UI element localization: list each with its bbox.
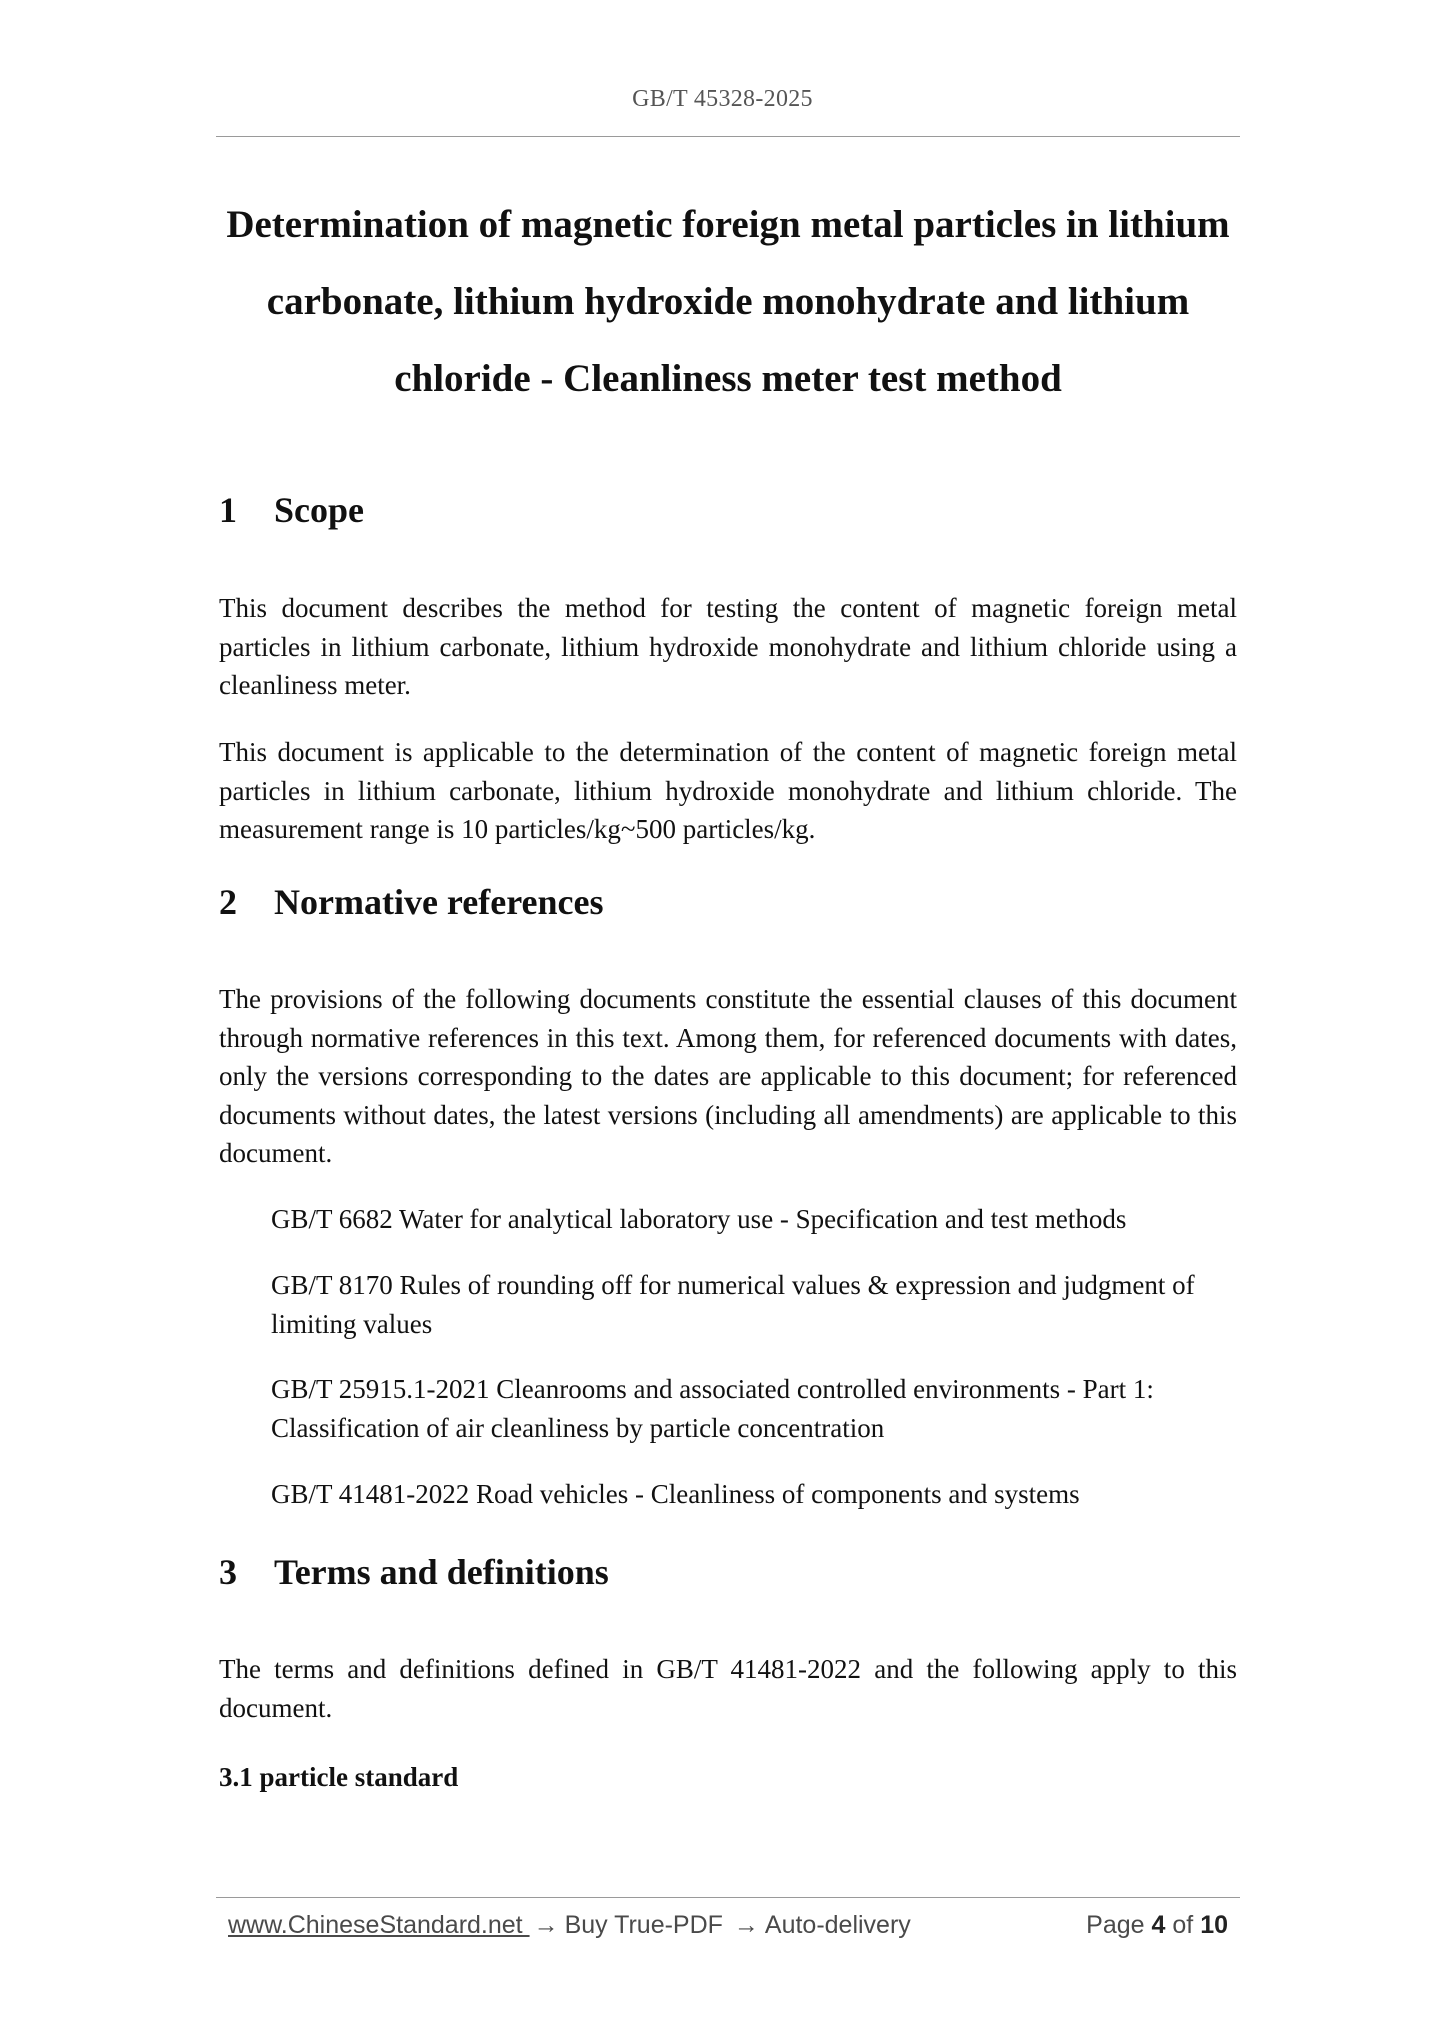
- term-subheading: 3.1 particle standard: [219, 1762, 459, 1792]
- section-number: 3: [219, 1552, 237, 1592]
- reference-item: GB/T 25915.1-2021 Cleanrooms and associated controlled environments - Part 1: Classification of air cleanliness by particle concentration: [271, 1374, 1154, 1443]
- current-page: 4: [1151, 1911, 1166, 1939]
- section-heading-scope: [219, 488, 364, 532]
- footer-links: [228, 1911, 911, 1940]
- right-arrow-icon: →: [533, 1911, 559, 1939]
- total-pages: 10: [1200, 1911, 1228, 1939]
- page-of: of: [1172, 1911, 1194, 1939]
- section-title: Normative references: [274, 882, 604, 922]
- section-title: Scope: [274, 490, 364, 530]
- scope-paragraph-1: This document describes the method for testing the content of magnetic foreign metal particles in lithium carbonate, lithium hydroxide monohydrate and lithium chloride using a cleanliness meter.: [219, 593, 1237, 700]
- reference-item: GB/T 6682 Water for analytical laboratory use - Specification and test methods: [271, 1204, 1127, 1234]
- running-header: GB/T 45328-2025: [632, 86, 813, 112]
- reference-item: GB/T 8170 Rules of rounding off for numerical values & expression and judgment of limiting values: [271, 1270, 1195, 1339]
- reference-item: GB/T 41481-2022 Road vehicles - Cleanliness of components and systems: [271, 1479, 1080, 1509]
- website-link[interactable]: www.ChineseStandard.net: [228, 1911, 530, 1939]
- section-heading-normative-references: [219, 880, 604, 924]
- scope-paragraph-2: This document is applicable to the determination of the content of magnetic foreign metal particles in lithium carbonate, lithium hydroxide monohydrate and lithium chloride. The measurement range is 10 particles/kg~500 particles/kg.: [219, 737, 1237, 844]
- section-number: 2: [219, 882, 237, 922]
- page-word: Page: [1086, 1911, 1145, 1939]
- footer-rule: [216, 1897, 1240, 1898]
- page-number: [1086, 1911, 1228, 1940]
- auto-delivery-text: Auto-delivery: [764, 1911, 911, 1939]
- right-arrow-icon: →: [733, 1911, 759, 1939]
- header-rule: [216, 136, 1240, 137]
- page-footer: [228, 1911, 1228, 1951]
- section-number: 1: [219, 490, 237, 530]
- document-title: Determination of magnetic foreign metal particles in lithium carbonate, lithium hydroxide monohydrate and lithium chloride - Cleanliness meter test method: [226, 203, 1230, 400]
- section-title: Terms and definitions: [274, 1552, 609, 1592]
- buy-pdf-link[interactable]: Buy True-PDF: [564, 1911, 723, 1939]
- normative-references-paragraph: The provisions of the following documents constitute the essential clauses of this document through normative references in this text. Among them, for referenced documents with dates, only the versions corresponding to the dates are applicable to this document; for referenced documents without dates, the latest versions (including all amendments) are applicable to this document.: [219, 984, 1237, 1168]
- section-heading-terms-and-definitions: [219, 1550, 609, 1594]
- terms-paragraph: The terms and definitions defined in GB/T 41481-2022 and the following apply to this document.: [219, 1654, 1237, 1723]
